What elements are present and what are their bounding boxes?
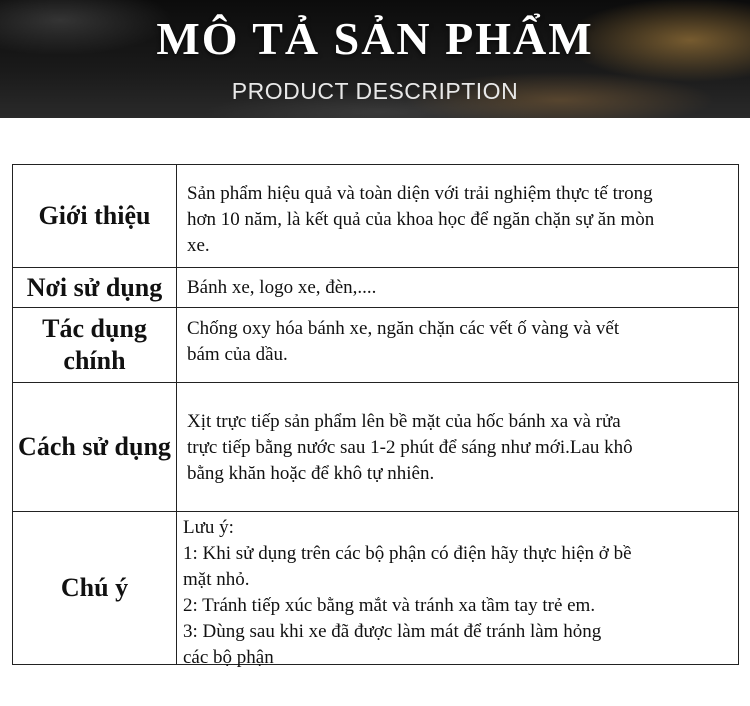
row-value [187,165,734,267]
row-label: Chú ý [13,512,177,664]
row-value-line: hơn 10 năm, là kết quả của khoa học để ngăn chặn sự ăn mòn [187,209,655,230]
row-value-line: Bánh xe, logo xe, đèn,.... [187,277,377,298]
table-row-usage-area [13,268,738,308]
row-value-line: Chống oxy hóa bánh xe, ngăn chặn các vết ố vàng và vết [187,318,620,339]
row-value [183,512,734,668]
row-value [187,308,734,382]
table-row-how-to-use [13,383,738,512]
row-label: Nơi sử dụng [13,268,177,307]
row-label: Cách sử dụng [13,383,177,511]
table-row-introduction [13,165,738,268]
row-value-line: 3: Dùng sau khi xe đã được làm mát để tránh làm hỏng [183,621,602,642]
product-description-table [12,164,739,668]
row-value-line: mặt nhỏ. [183,569,250,590]
row-value-line: Sản phẩm hiệu quả và toàn diện với trải nghiệm thực tế trong [187,183,653,204]
row-value [187,268,734,307]
header-banner [0,0,750,118]
page-subtitle: PRODUCT DESCRIPTION [231,78,519,104]
row-value [187,383,734,511]
row-value-line: 1: Khi sử dụng trên các bộ phận có điện hãy thực hiện ở bề [183,543,632,564]
row-value-line: trực tiếp bằng nước sau 1-2 phút để sáng như mới.Lau khô [187,437,633,458]
table-row-notes [13,512,738,668]
row-value-line: bằng khăn hoặc để khô tự nhiên. [187,463,435,484]
row-value-line: Xịt trực tiếp sản phẩm lên bề mặt của hốc bánh xa và rửa [187,411,621,432]
page-title: MÔ TẢ SẢN PHẨM [156,13,594,64]
row-label: Tác dụng chính [13,308,177,382]
row-label: Giới thiệu [13,165,177,267]
row-value-line: xe. [187,235,210,256]
row-value-line: Lưu ý: [183,517,234,538]
table-row-main-effect [13,308,738,383]
row-value-line: bám của dầu. [187,344,288,365]
row-value-line: các bộ phận [183,647,274,668]
row-value-line: 2: Tránh tiếp xúc bằng mắt và tránh xa tầm tay trẻ em. [183,595,596,616]
